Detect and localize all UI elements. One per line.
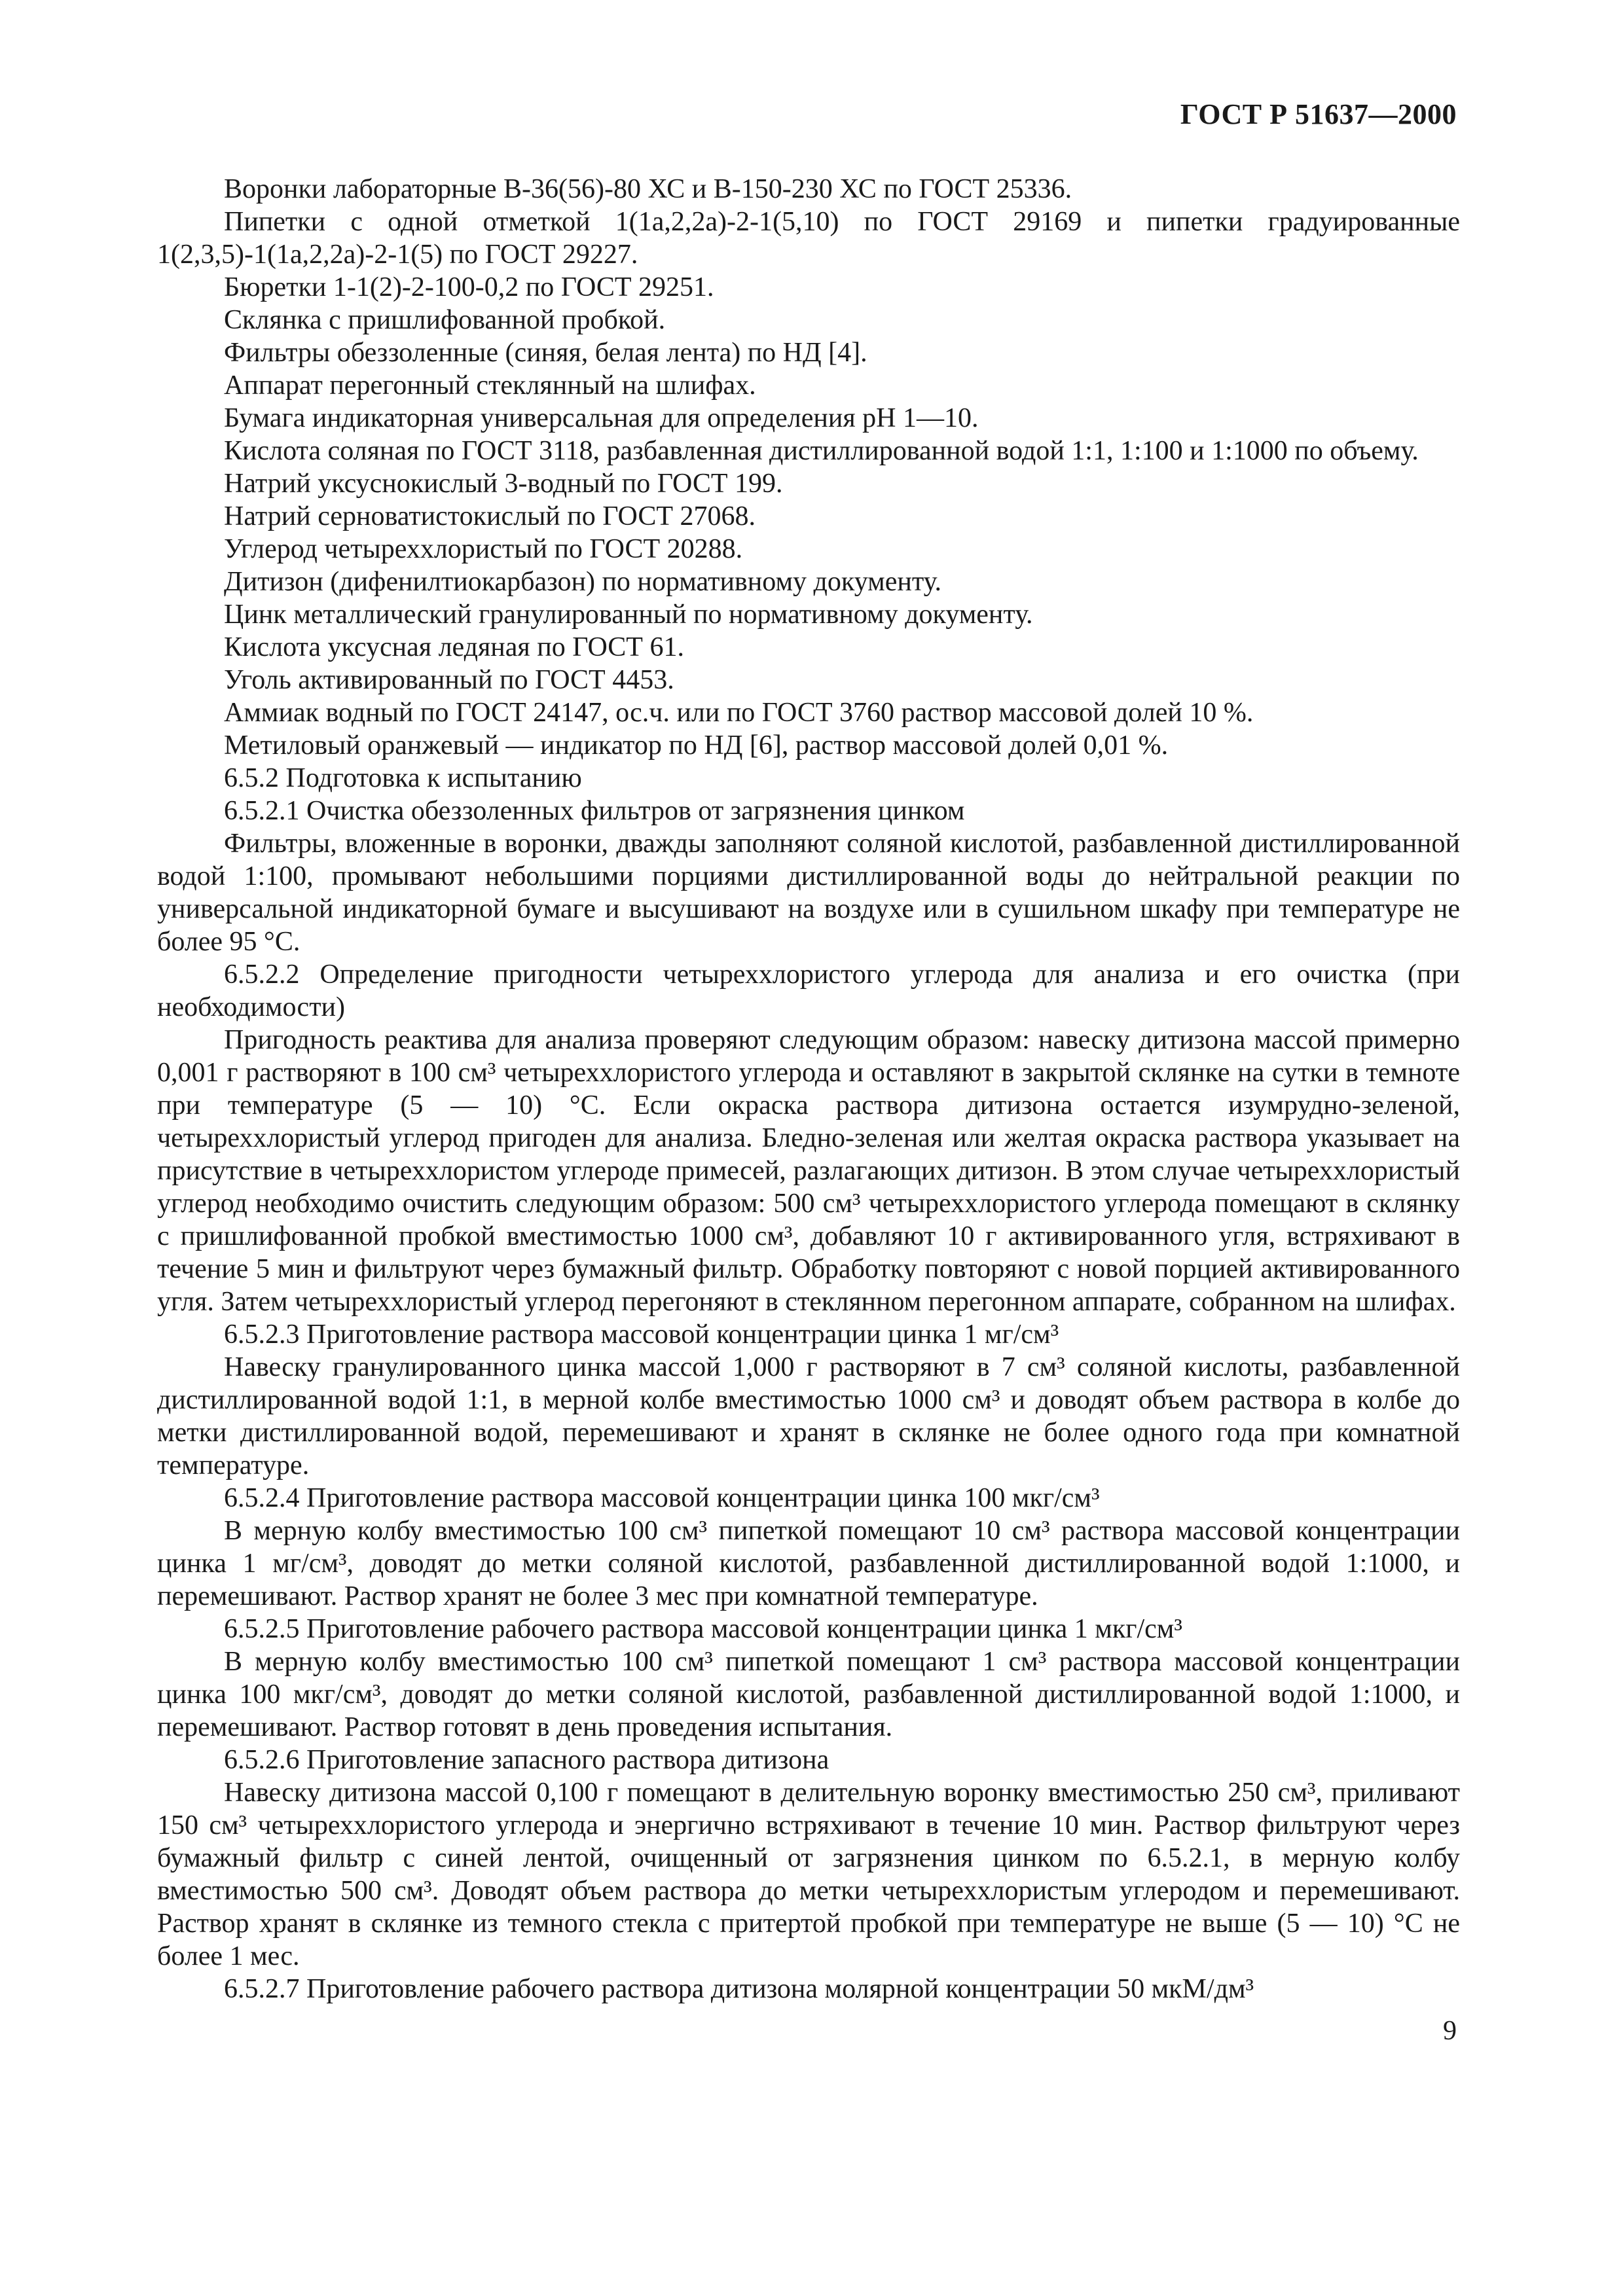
paragraph: Воронки лабораторные В-36(56)-80 ХС и В-150-230 ХС по ГОСТ 25336. <box>224 174 1072 204</box>
paragraph: Фильтры, вложенные в воронки, дважды заполняют соляной кислотой, разбавленной дистиллированной водой 1:100, промывают небольшими порциями дистиллированной воды до нейтральной реакции по универсальной индикаторной бумаге и высушивают на воздухе или в сушильном шкафу при температуре не более 95 °С. <box>157 829 1460 957</box>
paragraph: Углерод четыреххлористый по ГОСТ 20288. <box>224 534 743 564</box>
paragraph: Уголь активированный по ГОСТ 4453. <box>224 665 674 695</box>
paragraph: Натрий серноватистокислый по ГОСТ 27068. <box>224 501 756 531</box>
paragraph: Цинк металлический гранулированный по нормативному документу. <box>224 600 1033 630</box>
document-body <box>157 173 1460 2005</box>
paragraph: Склянка с пришлифованной пробкой. <box>224 305 666 335</box>
paragraph: Дитизон (дифенилтиокарбазон) по нормативному документу. <box>224 567 941 597</box>
page-number: 9 <box>1443 2016 1457 2046</box>
paragraph: Пригодность реактива для анализа проверяют следующим образом: навеску дитизона массой примерно 0,001 г растворяют в 100 см³ четыреххлористого углерода и оставляют в закрытой склянке на сутки в темноте при температуре (5 — 10) °С. Если окраска раствора дитизона остается изумрудно-зеленой, четыреххлористый углерод пригоден для анализа. Бледно-зеленая или желтая окраска раствора указывает на присутствие в четыреххлористом углероде примесей, разлагающих дитизон. В этом случае четыреххлористый углерод необходимо очистить следующим образом: 500 см³ четыреххлористого углерода помещают в склянку с пришлифованной пробкой вместимостью 1000 см³, добавляют 10 г активированного угля, встряхивают в течение 5 мин и фильтруют через бумажный фильтр. Обработку повторяют с новой порцией активированного угля. Затем четыреххлористый углерод перегоняют в стеклянном перегонном аппарате, собранном на шлифах. <box>157 1025 1460 1317</box>
paragraph: Метиловый оранжевый — индикатор по НД [6], раствор массовой долей 0,01 %. <box>224 730 1169 761</box>
section-heading: 6.5.2.6 Приготовление запасного раствора дитизона <box>224 1745 830 1775</box>
section-heading: 6.5.2.2 Определение пригодности четыреххлористого углерода для анализа и его очистка (при необходимости) <box>157 960 1460 1022</box>
paragraph: Навеску дитизона массой 0,100 г помещают в делительную воронку вместимостью 250 см³, приливают 150 см³ четыреххлористого углерода и энергично встряхивают в течение 10 мин. Раствор фильтруют через бумажный фильтр с синей лентой, очищенный от загрязнения цинком по 6.5.2.1, в мерную колбу вместимостью 500 см³. Доводят объем раствора до метки четыреххлористым углеродом и перемешивают. Раствор хранят в склянке из темного стекла с притертой пробкой при температуре не выше (5 — 10) °С не более 1 мес. <box>157 1778 1460 1971</box>
paragraph: Навеску гранулированного цинка массой 1,000 г растворяют в 7 см³ соляной кислоты, разбавленной дистиллированной водой 1:1, в мерной колбе вместимостью 1000 см³ и доводят объем раствора в колбе до метки дистиллированной водой, перемешивают и хранят в склянке не более одного года при комнатной температуре. <box>157 1352 1460 1480</box>
document-code-header: ГОСТ Р 51637—2000 <box>1180 98 1457 130</box>
paragraph: Кислота уксусная ледяная по ГОСТ 61. <box>224 632 684 662</box>
paragraph: Аммиак водный по ГОСТ 24147, ос.ч. или по ГОСТ 3760 раствор массовой долей 10 %. <box>224 698 1254 728</box>
section-heading: 6.5.2.5 Приготовление рабочего раствора массовой концентрации цинка 1 мкг/см³ <box>224 1614 1182 1644</box>
section-heading: 6.5.2 Подготовка к испытанию <box>224 763 582 793</box>
paragraph: Пипетки с одной отметкой 1(1а,2,2а)-2-1(5,10) по ГОСТ 29169 и пипетки градуированные 1(2,3,5)-1(1а,2,2а)-2-1(5) по ГОСТ 29227. <box>157 207 1460 270</box>
paragraph: Бюретки 1-1(2)-2-100-0,2 по ГОСТ 29251. <box>224 272 714 302</box>
section-heading: 6.5.2.4 Приготовление раствора массовой концентрации цинка 100 мкг/см³ <box>224 1483 1100 1513</box>
paragraph: Бумага индикаторная универсальная для определения рН 1—10. <box>224 403 979 433</box>
section-heading: 6.5.2.3 Приготовление раствора массовой концентрации цинка 1 мг/см³ <box>224 1319 1059 1350</box>
paragraph: Натрий уксуснокислый 3-водный по ГОСТ 199. <box>224 469 783 499</box>
paragraph: Аппарат перегонный стеклянный на шлифах. <box>224 370 756 401</box>
paragraph: Фильтры обеззоленные (синяя, белая лента) по НД [4]. <box>224 338 867 368</box>
section-heading: 6.5.2.1 Очистка обеззоленных фильтров от загрязнения цинком <box>224 796 965 826</box>
paragraph: Кислота соляная по ГОСТ 3118, разбавленная дистиллированной водой 1:1, 1:100 и 1:1000 по объему. <box>224 436 1419 466</box>
paragraph: В мерную колбу вместимостью 100 см³ пипеткой помещают 10 см³ раствора массовой концентрации цинка 1 мг/см³, доводят до метки соляной кислотой, разбавленной дистиллированной водой 1:1000, и перемешивают. Раствор хранят не более 3 мес при комнатной температуре. <box>157 1516 1460 1611</box>
paragraph: В мерную колбу вместимостью 100 см³ пипеткой помещают 1 см³ раствора массовой концентрации цинка 100 мкг/см³, доводят до метки соляной кислотой, разбавленной дистиллированной водой 1:1000, и перемешивают. Раствор готовят в день проведения испытания. <box>157 1647 1460 1742</box>
section-heading: 6.5.2.7 Приготовление рабочего раствора дитизона молярной концентрации 50 мкМ/дм³ <box>224 1974 1254 2004</box>
